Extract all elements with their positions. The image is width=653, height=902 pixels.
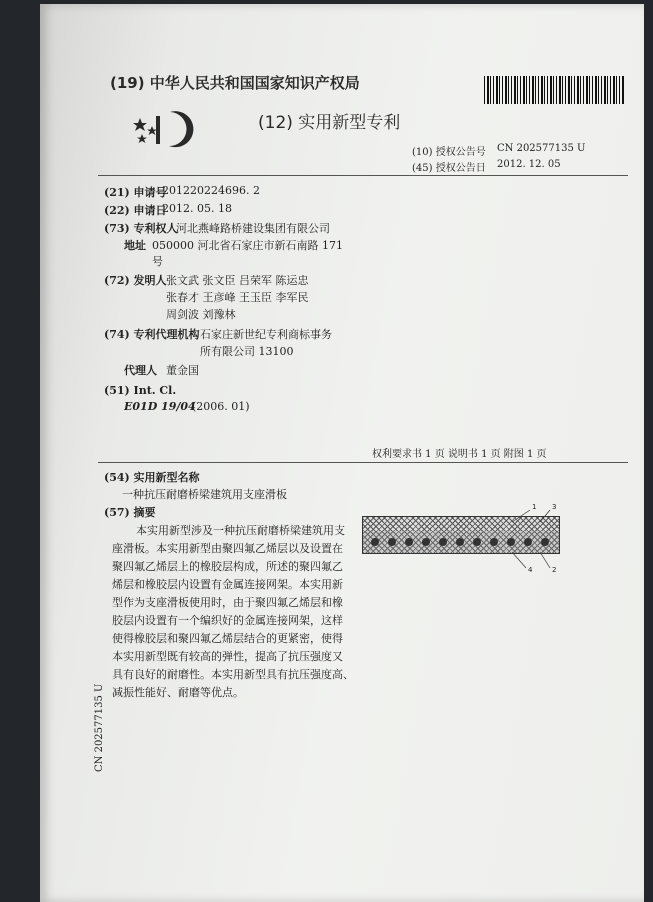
patentee-label: (73) 专利权人 [104, 222, 178, 235]
address-line-1: 050000 河北省石家庄市新石南路 171 [152, 239, 343, 252]
pub-date-label: (45) 授权公告日 [412, 163, 486, 174]
pub-no: CN 202577135 U [497, 143, 586, 154]
figure-label-1: 1 [532, 503, 537, 511]
figure-label-4: 4 [528, 566, 533, 574]
abstract-line: 具有良好的耐磨性。本实用新型具有抗压强度高、 [112, 668, 354, 681]
agency-label: (74) 专利代理机构 [104, 328, 200, 341]
abstract-line: 胶层内设置有一个编织好的金属连接网架，这样 [112, 614, 343, 627]
biblio-divider [98, 462, 628, 463]
address-line-2: 号 [152, 255, 163, 268]
app-date-label: (22) 申请日 [104, 204, 167, 217]
agent: 董金国 [166, 364, 199, 377]
utility-model-title: 一种抗压耐磨桥梁建筑用支座滑板 [122, 488, 287, 501]
page-counts: 权利要求书 1 页 说明书 1 页 附图 1 页 [372, 449, 547, 460]
address-label: 地址 [124, 239, 146, 252]
abstract-line: 本实用新型既有较高的弹性，提高了抗压强度又 [112, 650, 343, 663]
app-date: 2012. 05. 18 [162, 202, 232, 215]
abstract-line: 型作为支座滑板使用时，由于聚四氟乙烯层和橡 [112, 596, 343, 609]
inventors-line-3: 周剑波 刘豫林 [166, 308, 236, 321]
inventors-label: (72) 发明人 [104, 274, 167, 287]
figure-label-2: 2 [552, 566, 557, 574]
header-divider [98, 175, 628, 176]
issuing-office: (19) 中华人民共和国国家知识产权局 [110, 74, 360, 92]
patent-page [40, 4, 644, 902]
pub-no-label: (10) 授权公告号 [412, 147, 486, 158]
pub-date: 2012. 12. 05 [497, 159, 561, 170]
patentee: 河北燕峰路桥建设集团有限公司 [176, 222, 330, 235]
cnipa-logo-icon [130, 108, 194, 148]
document-type: (12) 实用新型专利 [258, 113, 401, 133]
abstract-label: (57) 摘要 [104, 506, 156, 519]
agent-label: 代理人 [124, 364, 157, 377]
abstract-line: 减振性能好、耐磨等优点。 [112, 686, 244, 699]
inventors-line-1: 张文武 张文臣 吕荣军 陈运忠 [166, 274, 309, 287]
barcode [484, 76, 624, 104]
abstract-line: 本实用新型涉及一种抗压耐磨桥梁建筑用支 [136, 524, 345, 537]
side-publication-code: CN 202577135 U [94, 683, 105, 772]
agency-line-1: 石家庄新世纪专利商标事务 [200, 328, 332, 341]
app-no: 201220224696. 2 [162, 184, 260, 197]
ipc-code: E01D 19/04 [124, 400, 196, 413]
agency-line-2: 所有限公司 13100 [200, 345, 294, 358]
figure-leader-lines [362, 500, 572, 580]
ipc-year: (2006. 01) [192, 400, 250, 413]
title-label: (54) 实用新型名称 [104, 471, 200, 484]
ipc-label: (51) Int. Cl. [104, 384, 177, 397]
abstract-line: 使得橡胶层和聚四氟乙烯层结合的更紧密，使得 [112, 632, 343, 645]
figure-label-3: 3 [552, 503, 557, 511]
abstract-line: 座滑板。本实用新型由聚四氟乙烯层以及设置在 [112, 542, 343, 555]
abstract-line: 聚四氟乙烯层上的橡胶层构成，所述的聚四氟乙 [112, 560, 343, 573]
abstract-line: 烯层和橡胶层内设置有金属连接网架。本实用新 [112, 578, 343, 591]
inventors-line-2: 张春才 王彦峰 王玉臣 李军民 [166, 291, 309, 304]
app-no-label: (21) 申请号 [104, 186, 167, 199]
